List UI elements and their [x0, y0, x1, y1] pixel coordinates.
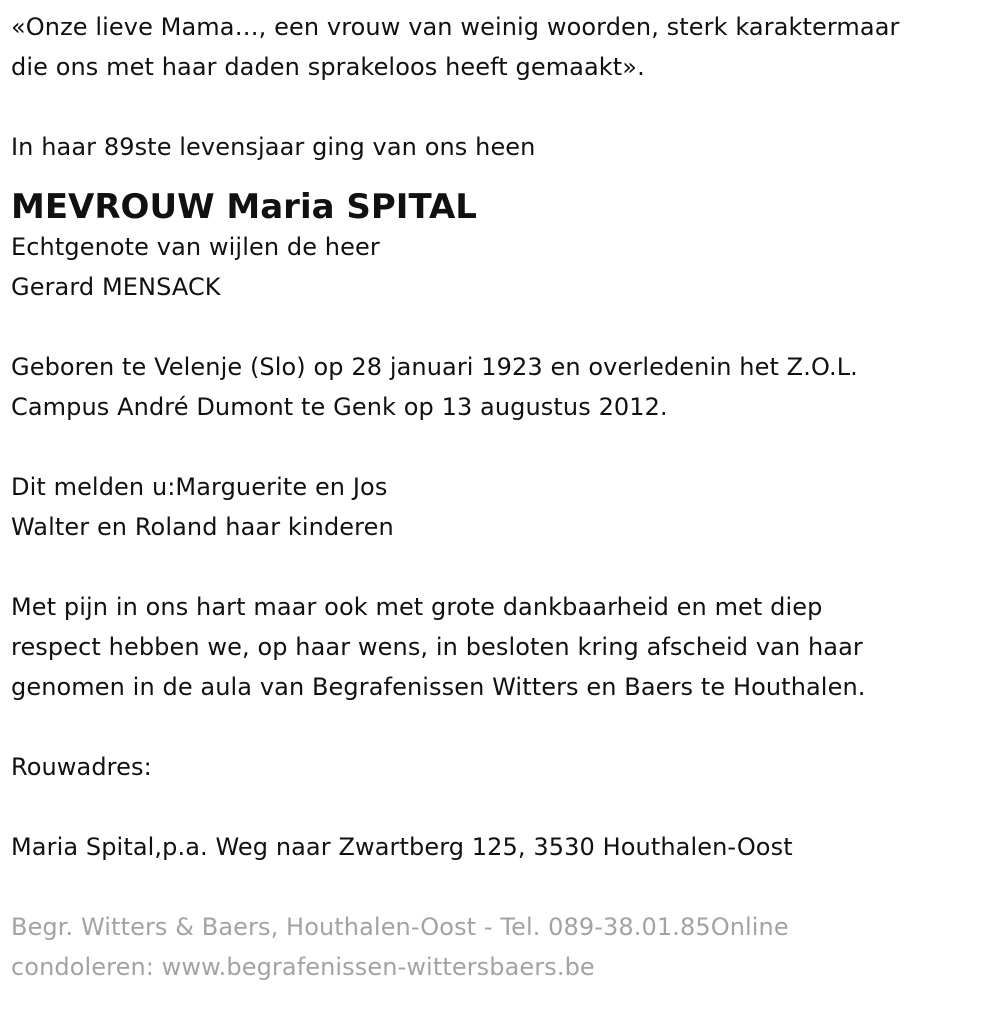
address-label: Rouwadres:	[11, 753, 152, 781]
farewell-line-3: genomen in de aula van Begrafenissen Witters en Baers te Houthalen.	[11, 673, 866, 701]
quote-line-1: «Onze lieve Mama…, een vrouw van weinig woorden, sterk karaktermaar	[11, 13, 900, 41]
footer-line-2: condoleren: www.begrafenissen-wittersbaers.be	[11, 953, 595, 981]
birth-death-line-2: Campus André Dumont te Genk op 13 augustus 2012.	[11, 393, 668, 421]
spacer	[11, 867, 1000, 907]
spacer	[11, 427, 1000, 467]
mourning-address: Maria Spital,p.a. Weg naar Zwartberg 125, 3530 Houthalen-Oost	[11, 833, 793, 861]
birth-death-line-1: Geboren te Velenje (Slo) op 28 januari 1923 en overledenin het Z.O.L.	[11, 353, 858, 381]
spacer	[11, 547, 1000, 587]
spouse-line-1: Echtgenote van wijlen de heer	[11, 233, 380, 261]
spacer	[11, 87, 1000, 127]
announced-by-line-1: Dit melden u:Marguerite en Jos	[11, 473, 388, 501]
quote-line-2: die ons met haar daden sprakeloos heeft gemaakt».	[11, 53, 645, 81]
deceased-name: MEVROUW Maria SPITAL	[11, 187, 477, 227]
farewell-line-1: Met pijn in ons hart maar ook met grote dankbaarheid en met diep	[11, 593, 823, 621]
spacer	[11, 787, 1000, 827]
spacer	[11, 707, 1000, 747]
farewell-line-2: respect hebben we, op haar wens, in besloten kring afscheid van haar	[11, 633, 863, 661]
intro-text: In haar 89ste levensjaar ging van ons heen	[11, 133, 536, 161]
spouse-line-2: Gerard MENSACK	[11, 273, 221, 301]
footer-line-1: Begr. Witters & Baers, Houthalen-Oost - Tel. 089-38.01.85Online	[11, 913, 789, 941]
spacer	[11, 307, 1000, 347]
announced-by-line-2: Walter en Roland haar kinderen	[11, 513, 394, 541]
